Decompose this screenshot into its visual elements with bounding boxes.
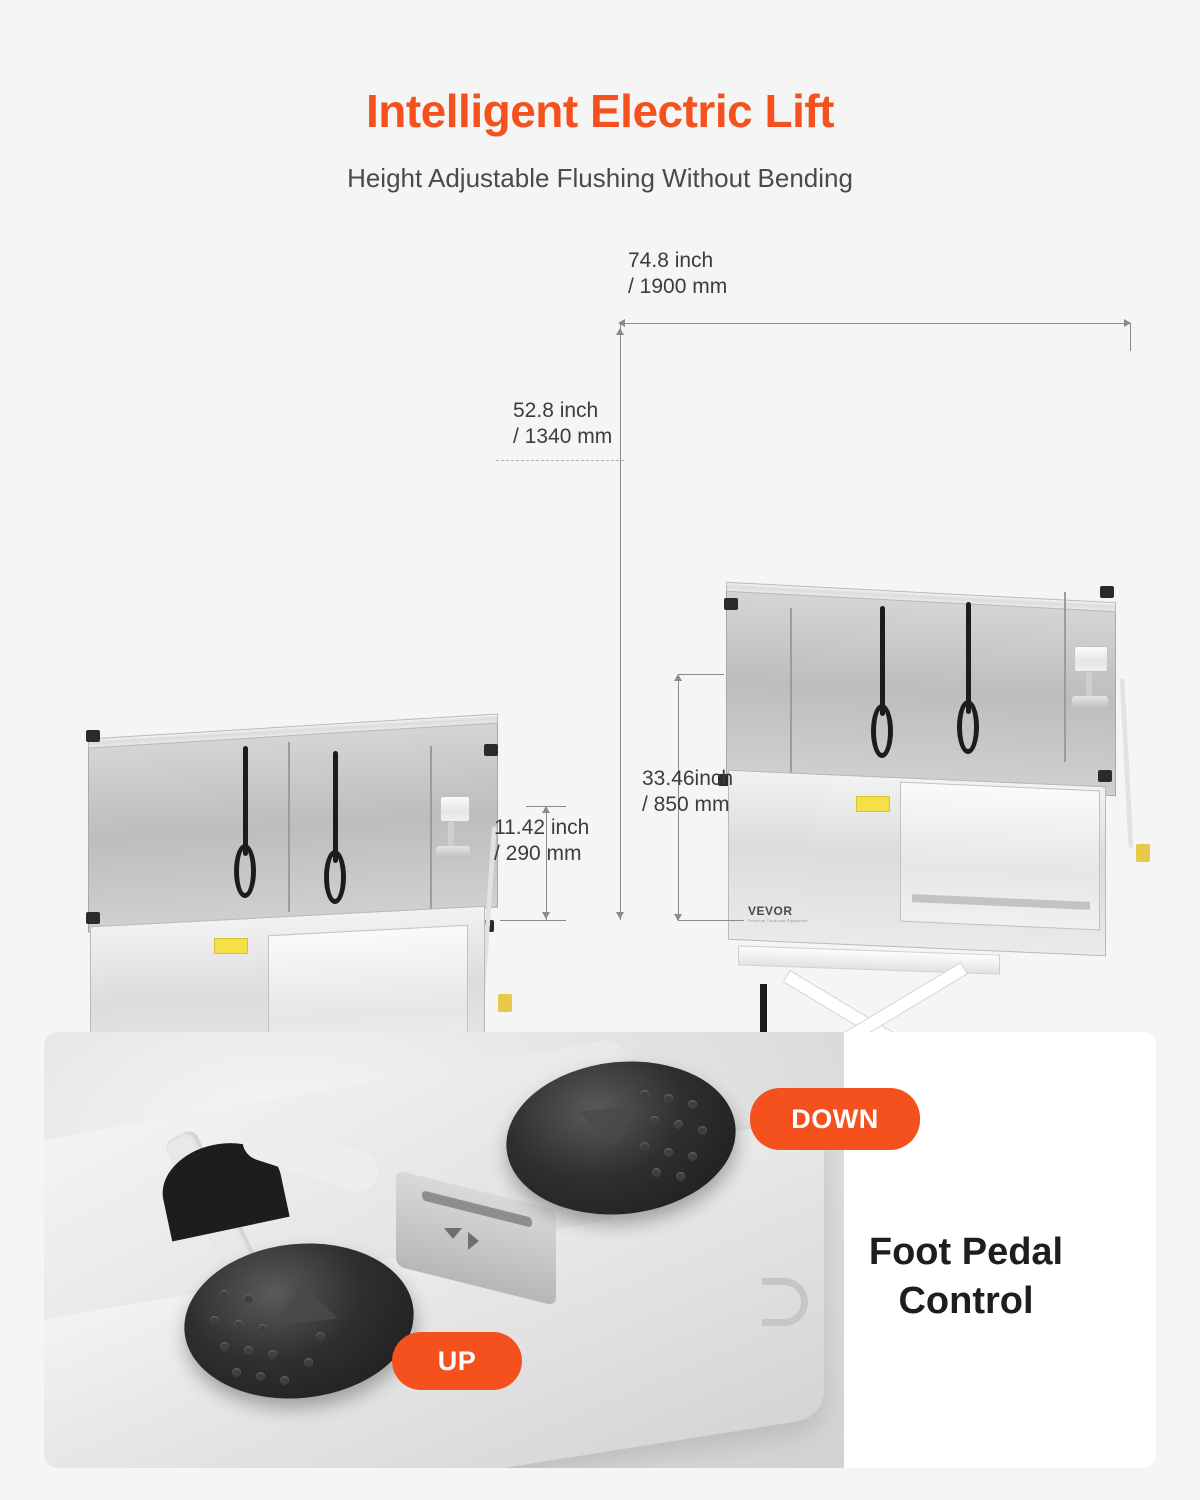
right-leash-loop-1 (871, 704, 893, 758)
dim-maxheight-arrow-down (616, 912, 624, 919)
dim-maxheight-arrow-up (616, 328, 624, 335)
right-divider-2 (1064, 592, 1066, 762)
foot-pedal-caption-line1: Foot Pedal (868, 1231, 1064, 1273)
down-label-badge: DOWN (750, 1088, 920, 1150)
dim-width-text (628, 248, 727, 301)
foot-pedal-photo (44, 1032, 844, 1468)
right-leash-1 (880, 606, 885, 716)
dim-liftheight-line1: 33.46inch (642, 766, 734, 790)
dim-maxheight-line2: / 1340 mm (513, 424, 613, 448)
foot-pedal-section (44, 1032, 1156, 1468)
right-backsplash (726, 585, 1116, 795)
right-faucet-head (1074, 646, 1108, 672)
left-warning-label (214, 938, 248, 954)
right-brand-logo: VEVOR (748, 903, 793, 918)
right-corner-cap-tr (1100, 586, 1114, 598)
product-diagram (0, 226, 1200, 966)
left-corner-cap-tr (484, 744, 498, 756)
right-leash-loop-2 (957, 700, 979, 754)
pedal-mount-bracket (762, 1278, 808, 1326)
dim-liftheight-arrow-up (674, 674, 682, 681)
dim-liftheight-line2: / 850 mm (642, 792, 730, 816)
dim-liftheight-text (642, 766, 733, 819)
left-leash-2 (333, 751, 338, 863)
right-corner-cap-tl (724, 598, 738, 610)
left-leash-1 (243, 746, 248, 856)
left-faucet-head (440, 796, 470, 822)
dim-liftheight-tick-bottom (678, 920, 744, 921)
dim-minheight-line1: 11.42 inch (494, 815, 590, 839)
left-backsplash (88, 717, 498, 932)
down-pedal-triangle-icon (578, 1105, 646, 1149)
right-leash-2 (966, 602, 971, 714)
left-hose-connector (498, 994, 512, 1012)
dim-width-line2: / 1900 mm (628, 274, 728, 298)
dim-maxheight-text (513, 398, 612, 451)
dim-minheight-line2: / 290 mm (494, 841, 582, 865)
right-warning-label (856, 796, 890, 812)
dim-liftheight-tick-top (678, 674, 724, 675)
up-label-badge: UP (392, 1332, 522, 1390)
pedal-center-arrow-right (468, 1232, 479, 1250)
right-corner-cap-br (1098, 770, 1112, 782)
dim-maxheight-dash-top (496, 460, 624, 461)
dim-minheight-text (494, 815, 589, 868)
dim-minheight-tick-bottom (500, 920, 566, 921)
left-faucet-valve (436, 846, 470, 858)
header-block (0, 0, 1200, 194)
up-pedal-triangle-icon (270, 1281, 338, 1325)
foot-pedal-caption-line2: Control (898, 1279, 1034, 1322)
dim-minheight-arrow-up (542, 806, 550, 813)
right-hose-connector (1136, 844, 1150, 862)
left-divider-2 (430, 746, 432, 916)
pedal-center-arrow-down (444, 1228, 462, 1239)
page-title: Intelligent Electric Lift (365, 85, 834, 137)
foot-pedal-caption (816, 1228, 1116, 1325)
right-hose (1120, 678, 1134, 848)
dim-minheight-tick-top (526, 806, 566, 807)
left-corner-cap-bl (86, 912, 100, 924)
left-corner-cap-tl (86, 730, 100, 742)
right-divider-1 (790, 608, 792, 778)
left-leash-loop-1 (234, 844, 256, 898)
dim-minheight-arrow-down (542, 912, 550, 919)
dim-width-line (620, 323, 1130, 324)
right-faucet-valve (1072, 696, 1108, 708)
dim-width-tick-right (1130, 323, 1131, 351)
dim-maxheight-line (620, 326, 621, 920)
dim-maxheight-line1: 52.8 inch (513, 398, 599, 422)
page-subtitle: Height Adjustable Flushing Without Bending (347, 162, 853, 193)
left-leash-loop-2 (324, 850, 346, 904)
left-divider-1 (288, 742, 290, 912)
dim-width-line1: 74.8 inch (628, 248, 714, 272)
right-brand-tagline: Premium Tools and Equipment (748, 917, 808, 923)
